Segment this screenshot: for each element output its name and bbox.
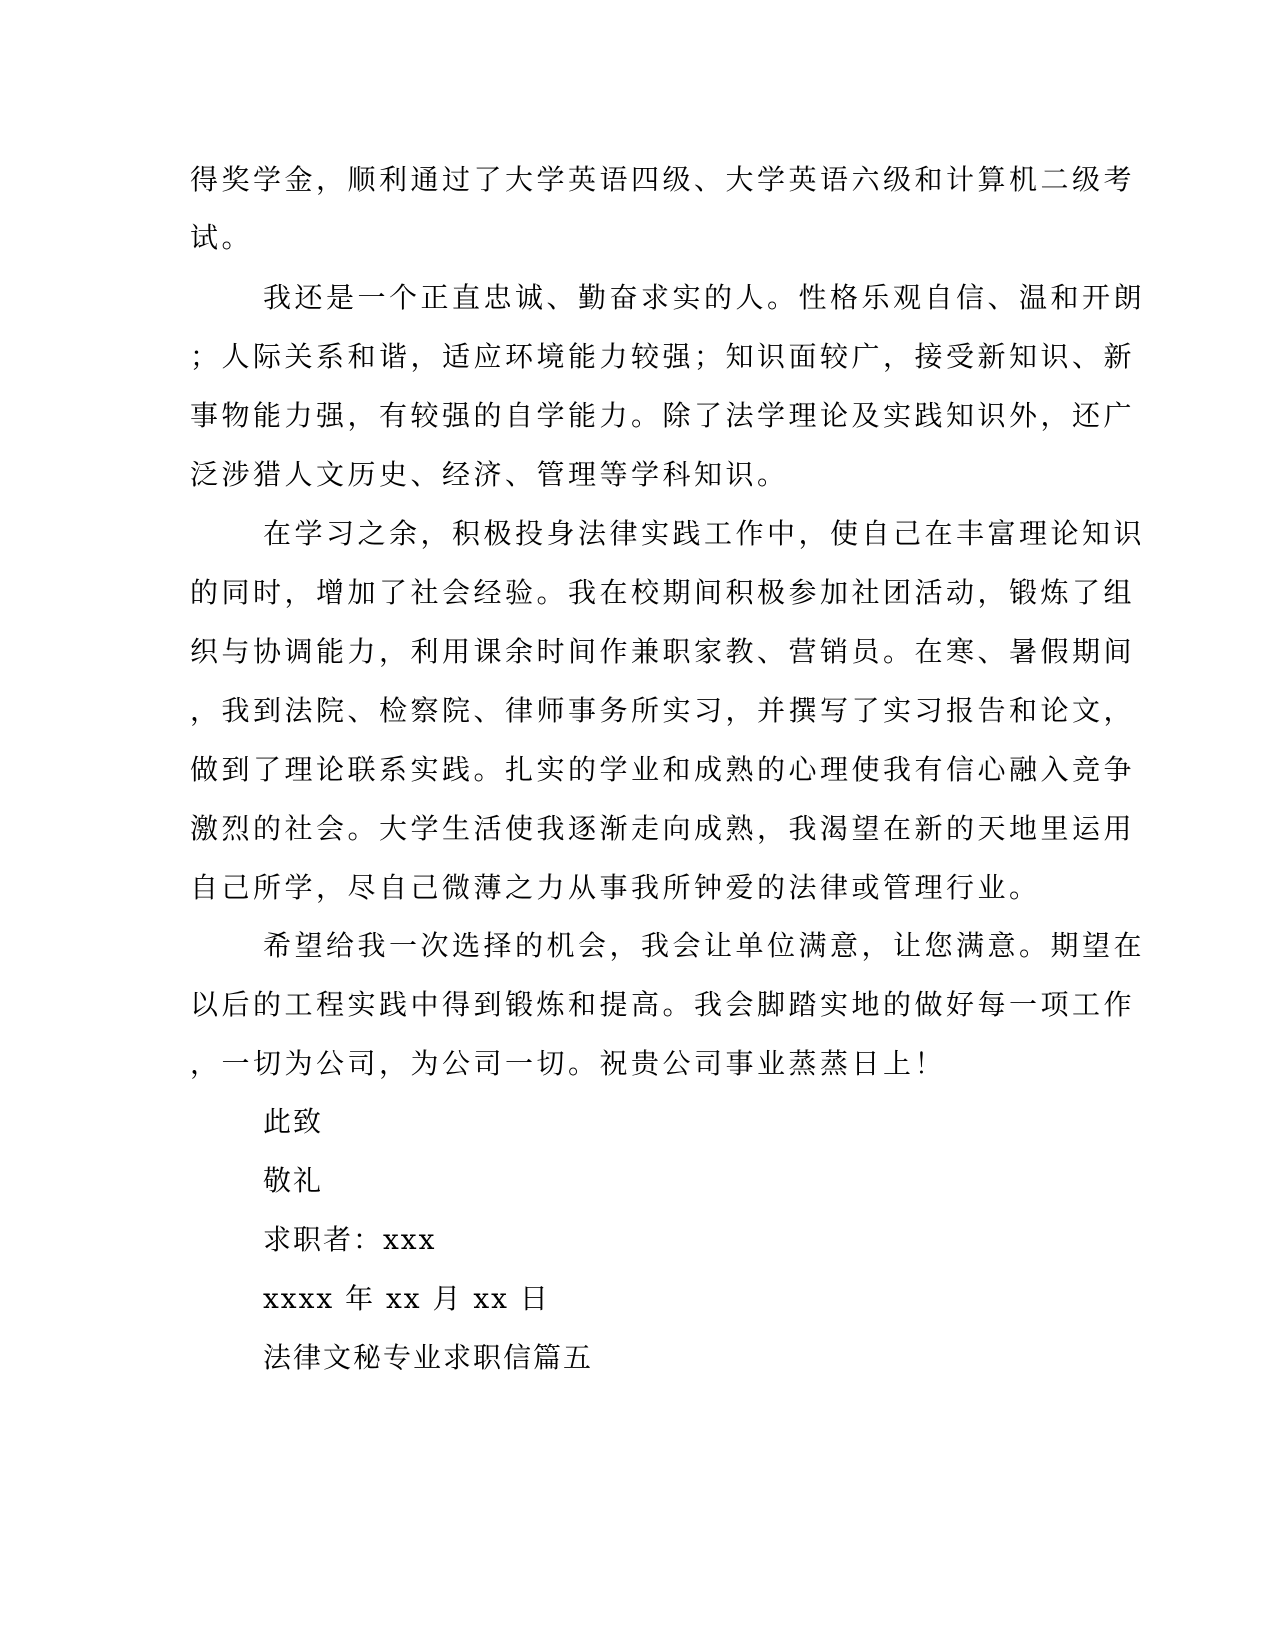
paragraph-3-line-6: 激烈的社会。大学生活使我逐渐走向成熟，我渴望在新的天地里运用 (190, 812, 1136, 845)
paragraph-3-line-4: ，我到法院、检察院、律师事务所实习，并撰写了实习报告和论文， (190, 694, 1136, 727)
paragraph-1-line-2: 试。 (190, 221, 254, 254)
paragraph-2-line-4: 泛涉猎人文历史、经济、管理等学科知识。 (190, 458, 789, 491)
salutation-cizhi: 此致 (263, 1105, 324, 1138)
paragraph-3-line-2: 的同时，增加了社会经验。我在校期间积极参加社团活动，锻炼了组 (190, 576, 1136, 609)
paragraph-2-line-1: 我还是一个正直忠诚、勤奋求实的人。性格乐观自信、温和开朗 (263, 281, 1146, 314)
salutation-jingli: 敬礼 (263, 1164, 324, 1197)
paragraph-3-line-3: 织与协调能力，利用课余时间作兼职家教、营销员。在寒、暑假期间 (190, 635, 1136, 668)
applicant-signature: 求职者：xxx (263, 1223, 437, 1256)
paragraph-1-line-1: 得奖学金，顺利通过了大学英语四级、大学英语六级和计算机二级考 (190, 163, 1136, 196)
paragraph-2-line-2: ；人际关系和谐，适应环境能力较强；知识面较广，接受新知识、新 (190, 340, 1136, 373)
letter-date: xxxx 年 xx 月 xx 日 (263, 1282, 550, 1315)
paragraph-4-line-3: ，一切为公司，为公司一切。祝贵公司事业蒸蒸日上！ (190, 1047, 947, 1080)
paragraph-3-line-5: 做到了理论联系实践。扎实的学业和成熟的心理使我有信心融入竞争 (190, 753, 1136, 786)
next-section-title: 法律文秘专业求职信篇五 (263, 1341, 594, 1374)
paragraph-3-line-7: 自己所学，尽自己微薄之力从事我所钟爱的法律或管理行业。 (190, 871, 1041, 904)
paragraph-4-line-1: 希望给我一次选择的机会，我会让单位满意，让您满意。期望在 (263, 929, 1146, 962)
paragraph-4-line-2: 以后的工程实践中得到锻炼和提高。我会脚踏实地的做好每一项工作 (190, 988, 1136, 1021)
paragraph-3-line-1: 在学习之余，积极投身法律实践工作中，使自己在丰富理论知识 (263, 517, 1146, 550)
paragraph-2-line-3: 事物能力强，有较强的自学能力。除了法学理论及实践知识外，还广 (190, 399, 1136, 432)
